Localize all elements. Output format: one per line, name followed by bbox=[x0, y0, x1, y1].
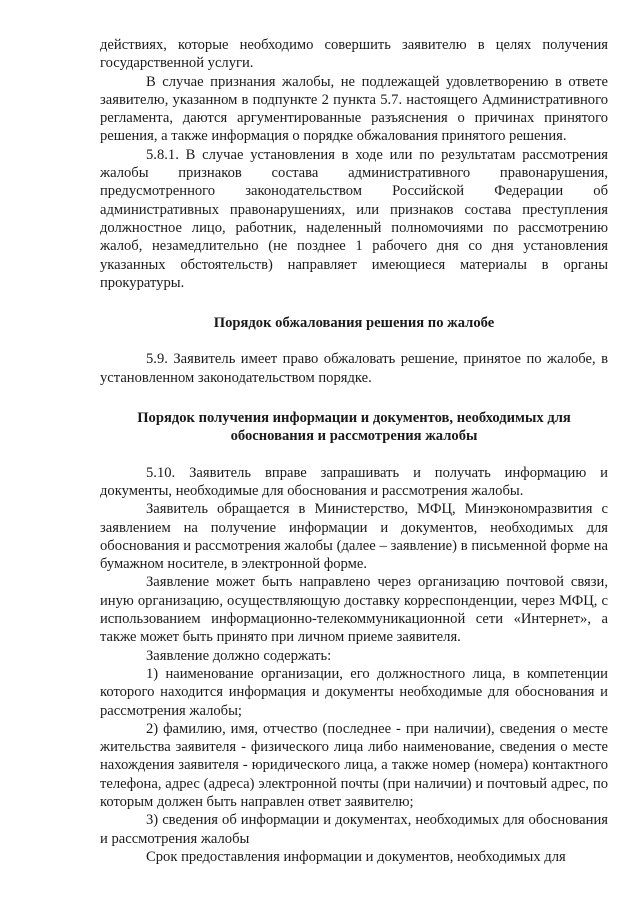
paragraph-term: Срок предоставления информации и документов, необходимых для bbox=[146, 848, 566, 865]
heading-info-line-1: Порядок получения информации и документов, необходимых для bbox=[137, 410, 571, 427]
heading-appeal-procedure: Порядок обжалования решения по жалобе bbox=[213, 315, 495, 332]
heading-info-line-2: обоснования и рассмотрения жалобы bbox=[230, 428, 478, 445]
paragraph-sent: Заявление может быть направлено через организацию почтовой связи, иную организацию, осуществляющую доставку корреспонденции, через МФЦ, с использованием информационно-телекоммуникационной сети «Интернет», а также может быть принято при личном приеме заявителя. bbox=[100, 574, 608, 646]
document-page bbox=[100, 36, 608, 866]
paragraph-5-10: 5.10. Заявитель вправе запрашивать и получать информацию и документы, необходимые для обоснования и рассмотрения жалобы. bbox=[100, 464, 608, 499]
heading-info-procedure bbox=[100, 409, 608, 446]
paragraph-5-9: 5.9. Заявитель имеет право обжаловать решение, принятое по жалобе, в установленном законодательством порядке. bbox=[100, 351, 608, 386]
paragraph-refusal: В случае признания жалобы, не подлежащей удовлетворению в ответе заявителю, указанном в подпункте 2 пункта 5.7. настоящего Административного регламента, даются аргументированные разъяснения о причинах принятого решения, а также информация о порядке обжалования принятого решения. bbox=[100, 73, 608, 145]
paragraph-5-8-1: 5.8.1. В случае установления в ходе или по результатам рассмотрения жалобы признаков состава административного правонарушения, предусмотренного законодательством Российской Федерации об административных правонарушениях, или признаков состава преступления должностное лицо, работник, наделенный полномочиями по рассмотрению жалоб, незамедлительно (не позднее 1 рабочего дня со дня установления указанных обстоятельств) направляет имеющиеся материалы в органы прокуратуры. bbox=[100, 146, 608, 291]
list-item-1: 1) наименование организации, его должностного лица, в компетенции которого находится информация и документы необходимые для обоснования и рассмотрения жалобы; bbox=[100, 665, 608, 719]
list-item-2: 2) фамилию, имя, отчество (последнее - при наличии), сведения о месте жительства заявителя - физического лица либо наименование, сведения о месте нахождения заявителя - юридического лица, а также номер (номера) контактного телефона, адрес (адреса) электронной почты (при наличии) и почтовый адрес, по которым должен быть направлен ответ заявителю; bbox=[100, 720, 608, 810]
list-item-3: 3) сведения об информации и документах, необходимых для обоснования и рассмотрения жалобы bbox=[100, 812, 608, 847]
paragraph-contain: Заявление должно содержать: bbox=[146, 647, 332, 664]
paragraph-applies: Заявитель обращается в Министерство, МФЦ, Минэкономразвития с заявлением на получение информации и документов, необходимых для обоснования и рассмотрения жалобы (далее – заявление) в письменной форме на бумажном носителе, в электронной форме. bbox=[100, 501, 608, 573]
paragraph-continuation: действиях, которые необходимо совершить заявителю в целях получения государственной услуги. bbox=[100, 37, 608, 72]
